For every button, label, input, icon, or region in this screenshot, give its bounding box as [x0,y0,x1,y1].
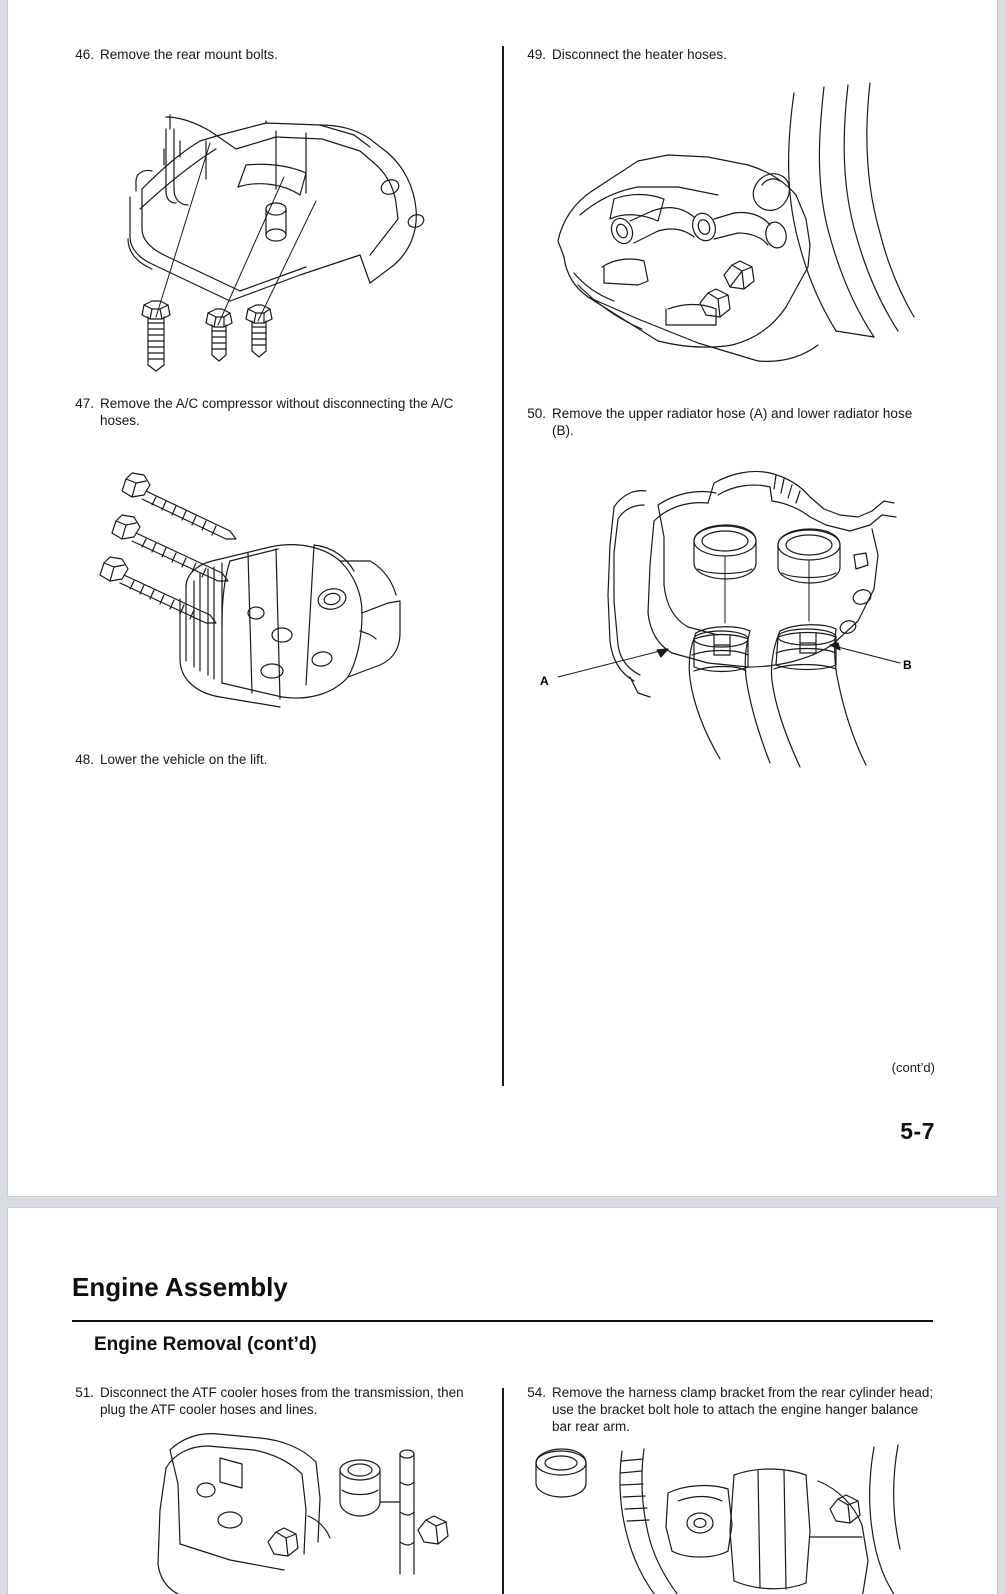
figure-atf-cooler-hoses [70,1424,488,1594]
step-item [518,1384,936,1435]
page-2-columns [70,1384,936,1594]
continued-marker: (cont’d) [891,1060,935,1075]
page-number: 5-7 [900,1118,935,1144]
figure-rear-mount-bolts [70,69,488,379]
step-item [70,751,488,768]
step-text: Remove the rear mount bolts. [100,47,278,62]
page-title: Engine Assembly [72,1272,288,1302]
page-1-columns [70,46,936,1086]
figure-radiator-hoses [518,445,936,793]
column-divider [488,1384,518,1594]
title-divider [72,1320,933,1322]
figure-harness-clamp-bracket [518,1441,936,1594]
svg-text:A: A [540,674,549,688]
step-item [70,395,488,429]
step-item [70,46,488,63]
step-text: Remove the harness clamp bracket from the rear cylinder head; use the bracket bolt hole to attach the engine hanger balance bar rear arm. [552,1385,934,1434]
page-2-left-column [70,1384,488,1594]
page-1-right-column [518,46,936,1086]
figure-ac-compressor [70,435,488,735]
step-text: Remove the upper radiator hose (A) and lower radiator hose (B). [552,406,913,438]
column-divider [488,46,518,1086]
step-text: Disconnect the ATF cooler hoses from the transmission, then plug the ATF cooler hoses and lines. [100,1385,464,1417]
step-text: Remove the A/C compressor without disconnecting the A/C hoses. [100,396,454,428]
step-number: 49. [527,47,546,62]
step-item [518,46,936,63]
page-1-left-column [70,46,488,1086]
section-title: Engine Removal (cont’d) [94,1334,317,1355]
step-number: 54. [527,1385,546,1400]
step-number: 50. [527,406,546,421]
step-number: 51. [75,1385,94,1400]
step-text: Disconnect the heater hoses. [552,47,727,62]
document-page-2 [8,1208,997,1594]
step-item [70,1384,488,1418]
figure-heater-hoses [518,69,936,389]
step-text: Lower the vehicle on the lift. [100,752,268,767]
step-number: 48. [75,752,94,767]
step-number: 46. [75,47,94,62]
document-page-1 [8,0,997,1196]
step-item [518,405,936,439]
step-number: 47. [75,396,94,411]
page-2-right-column [518,1384,936,1594]
svg-text:B: B [903,658,912,672]
